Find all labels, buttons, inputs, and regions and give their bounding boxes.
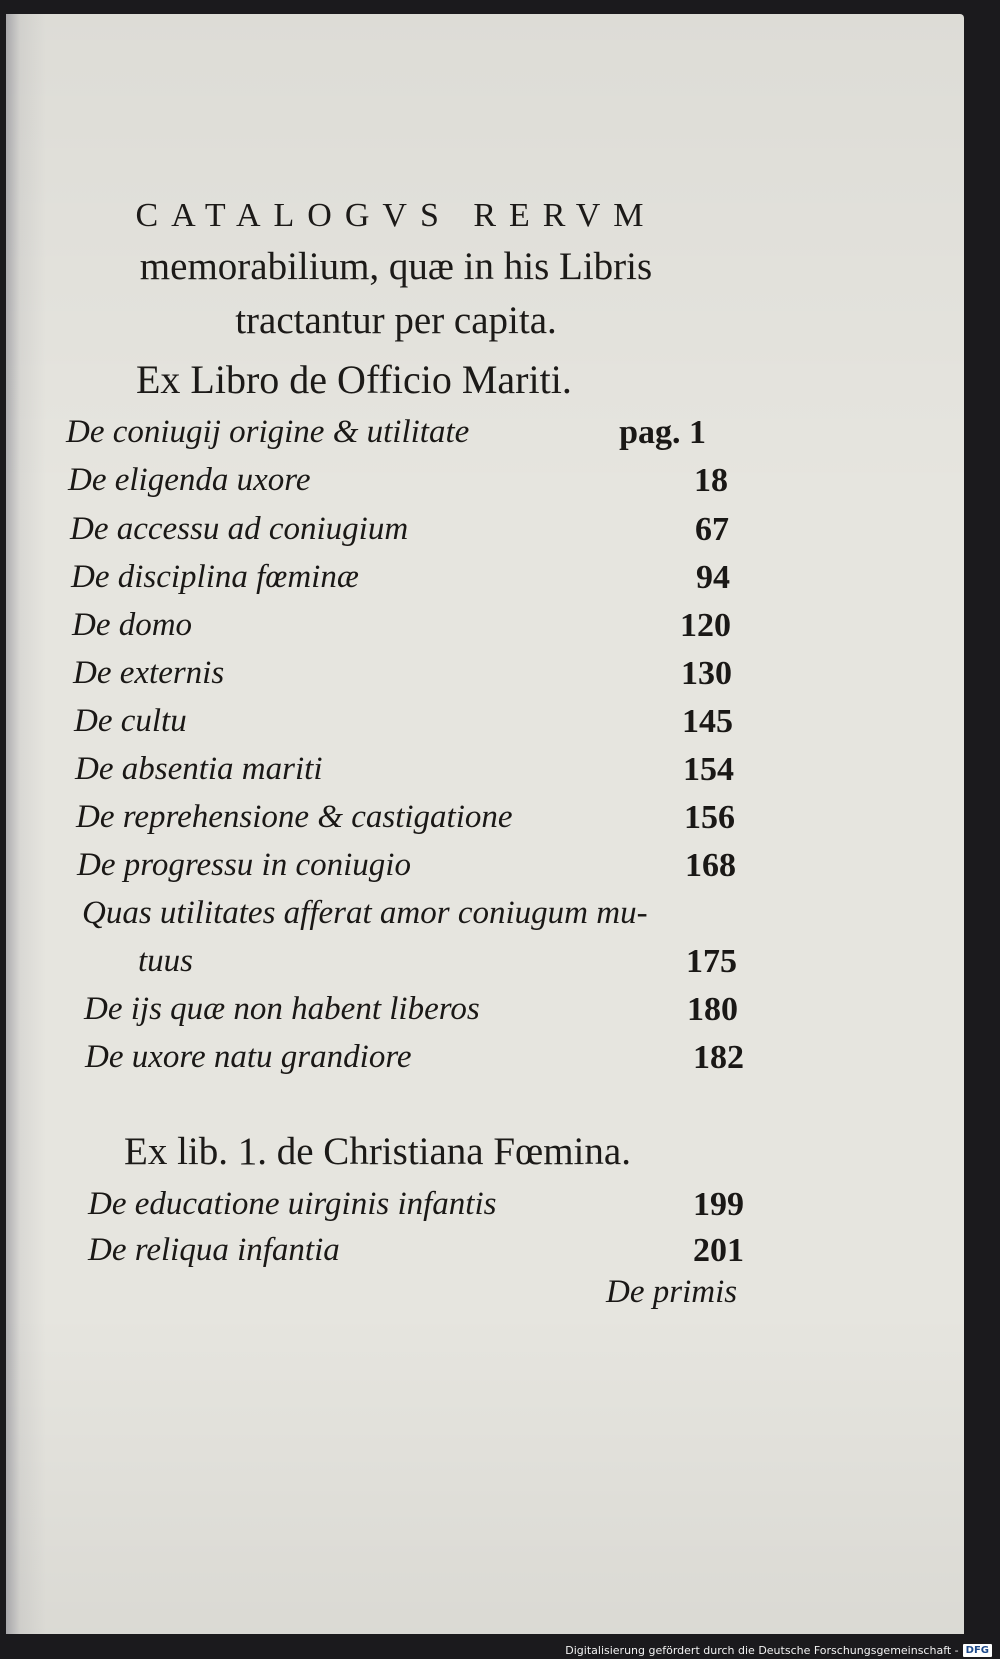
dfg-logo: DFG [963, 1644, 992, 1657]
title-line-3: tractantur per capita. [235, 299, 557, 342]
toc-entry-page: 130 [681, 655, 732, 692]
toc-entry-page: 182 [693, 1039, 744, 1076]
toc-entry-text: De cultu [74, 703, 187, 739]
toc-entry-page: 175 [686, 943, 737, 980]
title-caps-line: CATALOGVS RERVM [135, 197, 657, 234]
page-number: 1 [689, 414, 706, 451]
toc-entry-page: 18 [694, 462, 728, 499]
section-heading-mariti: Ex Libro de Officio Mariti. [136, 357, 572, 402]
toc-entry-page: 168 [685, 847, 736, 884]
toc-entry-text: De externis [73, 655, 225, 691]
toc-entry-page: 67 [695, 511, 729, 548]
toc-entry-page: 154 [683, 751, 734, 788]
toc-entry-page: 145 [682, 703, 733, 740]
toc-entry-text: Quas utilitates afferat amor coniugum mu- [82, 895, 648, 931]
toc-entry-text: De progressu in coniugio [77, 847, 411, 883]
toc-entry-page: 120 [680, 607, 731, 644]
toc-entry-text: tuus [138, 943, 194, 979]
page-title [66, 192, 726, 348]
toc-entry-text: De eligenda uxore [68, 462, 311, 498]
toc-entry-text: De reprehensione & castigatione [76, 799, 513, 835]
toc-entry-page: 94 [696, 559, 730, 596]
toc-entry-text: De ijs quæ non habent liberos [84, 991, 480, 1027]
book-page [6, 14, 964, 1634]
toc-entry-text: De reliqua infantia [88, 1232, 340, 1268]
page-prefix: pag. [619, 414, 681, 451]
toc-entry-page: 156 [684, 799, 735, 836]
toc-entry-text: De disciplina fœminæ [71, 559, 359, 595]
section-heading-christiana: Ex lib. 1. de Christiana Fœmina. [124, 1130, 631, 1173]
catchword: De primis [606, 1274, 738, 1310]
toc-entry-text: De uxore natu grandiore [85, 1039, 412, 1075]
toc-entry-text: De absentia mariti [75, 751, 323, 787]
digitization-footer [565, 1644, 992, 1657]
toc-entry-page: 199 [693, 1186, 744, 1223]
toc-entry-text: De accessu ad coniugium [70, 511, 409, 547]
toc-entry-text: De coniugij origine & utilitate [66, 414, 470, 450]
footer-text: Digitalisierung gefördert durch die Deutsche Forschungsgemeinschaft - [565, 1644, 959, 1657]
toc-entry-text: De domo [72, 607, 193, 643]
toc-entry-page [566, 414, 706, 452]
title-line-2: memorabilium, quæ in his Libris [139, 245, 653, 288]
toc-entry-text: De educatione uirginis infantis [88, 1186, 497, 1222]
toc-entry-page: 201 [693, 1232, 744, 1269]
toc-entry-page: 180 [687, 991, 738, 1028]
